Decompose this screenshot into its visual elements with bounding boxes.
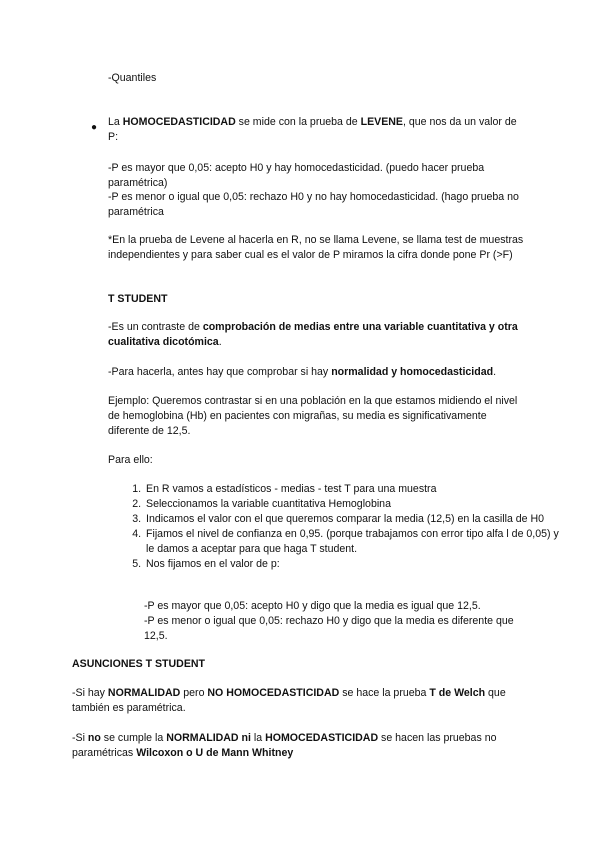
list-item: 3. Indicamos el valor con el que queremos comparar la media (12,5) en la casilla de H0 [144,512,564,527]
tstudent-definition: -Es un contraste de comprobación de medias entre una variable cuantitativa y otra cualitativa dicotómica. [108,321,518,348]
asunciones-heading: ASUNCIONES T STUDENT [72,658,206,670]
steps-list [108,482,564,572]
p-result-lesser: -P es menor o igual que 0,05: rechazo H0 y digo que la media es diferente que 12,5. [144,615,514,642]
quantiles-line: -Quantiles [108,72,157,84]
list-item: 1. En R vamos a estadísticos - medias - test T para una muestra [144,482,564,497]
list-item: 4. Fijamos el nivel de confianza en 0,95. (porque trabajamos con error tipo alfa l de 0,05) y le damos a aceptar para que haga T student. [144,527,564,557]
levene-p-greater: -P es mayor que 0,05: acepto H0 y hay homocedasticidad. (puedo hacer prueba paramétrica) [108,162,485,189]
asuncion-no-parametricas: -Si no se cumple la NORMALIDAD ni la HOMOCEDASTICIDAD se hacen las pruebas no paramétricas Wilcoxon o U de Mann Whitney [72,732,497,759]
para-ello: Para ello: [108,454,153,466]
list-item: 2. Seleccionamos la variable cuantitativa Hemoglobina [144,497,564,512]
levene-p-lesser: -P es menor o igual que 0,05: rechazo H0 y no hay homocedasticidad. (hago prueba no paramétrica [108,191,519,218]
bullet-icon: ● [91,122,98,133]
list-item: 5. Nos fijamos en el valor de p: [144,557,564,572]
p-result-greater: -P es mayor que 0,05: acepto H0 y digo que la media es igual que 12,5. [144,600,481,612]
levene-note: *En la prueba de Levene al hacerla en R, no se llama Levene, se llama test de muestras independientes y para saber cual es el valor de P miramos la cifra donde pone Pr (>F) [108,234,524,261]
asuncion-welch: -Si hay NORMALIDAD pero NO HOMOCEDASTICIDAD se hace la prueba T de Welch que también es paramétrica. [72,687,506,714]
tstudent-requirements: -Para hacerla, antes hay que comprobar si hay normalidad y homocedasticidad. [108,366,497,378]
tstudent-heading: T STUDENT [108,293,168,305]
tstudent-example: Ejemplo: Queremos contrastar si en una población en la que estamos midiendo el nivel de hemoglobina (Hb) en pacientes con migrañas, su media es significativamente diferente de 12,5. [108,395,518,437]
levene-intro: La HOMOCEDASTICIDAD se mide con la prueba de LEVENE, que nos da un valor de P: [108,116,517,143]
